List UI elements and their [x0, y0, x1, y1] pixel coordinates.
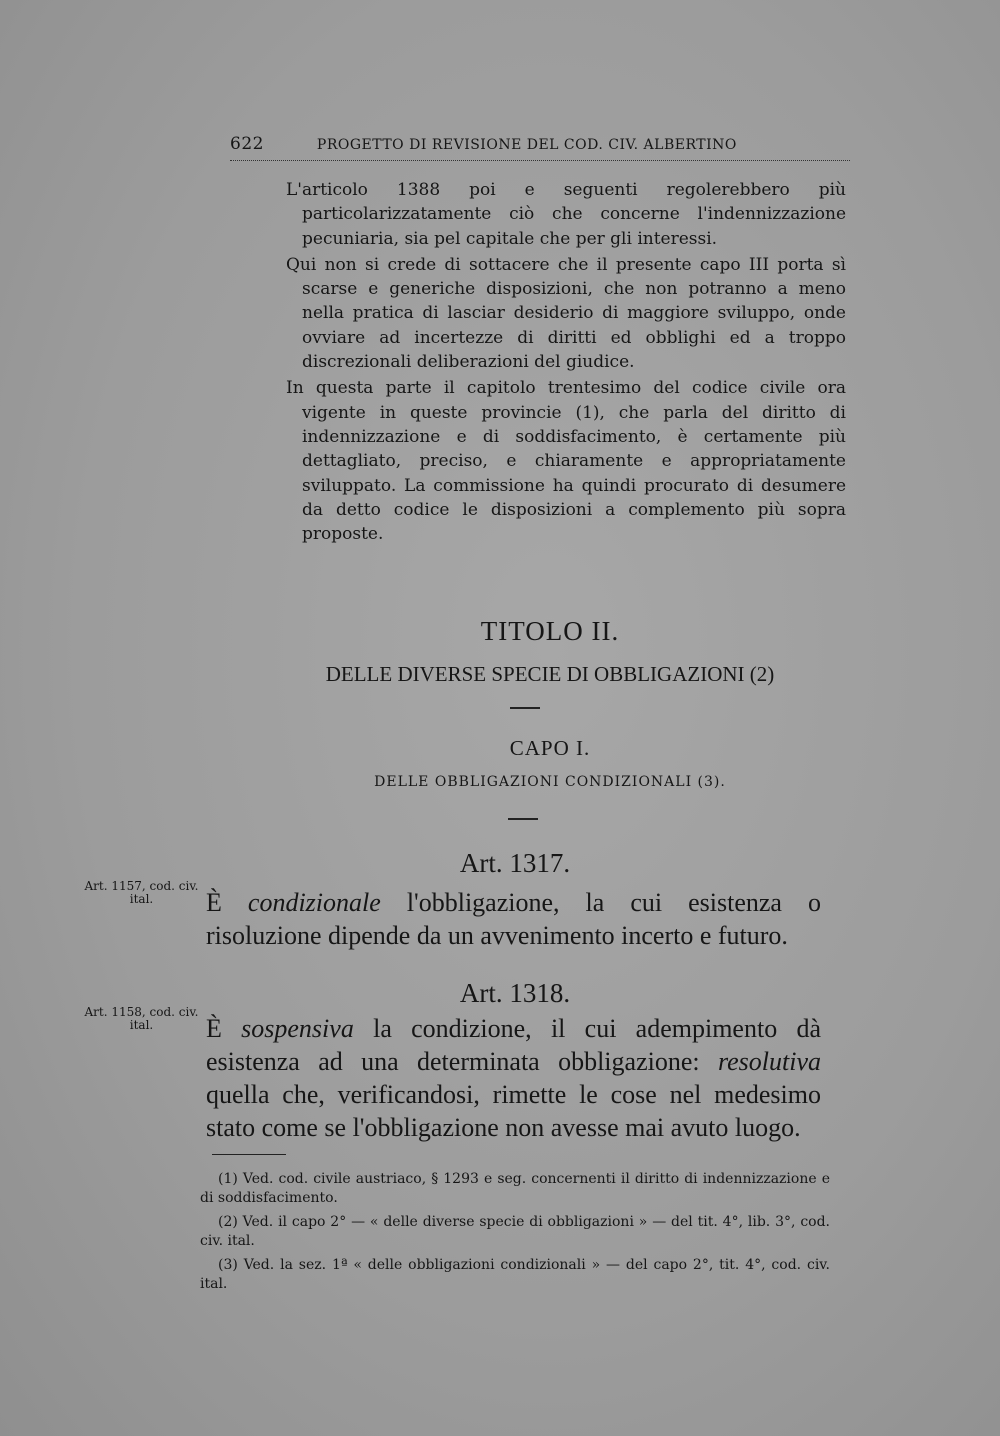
article-body: quella che, verificandosi, rimette le cose nel medesimo stato come se l'obbligazione non avesse mai avuto luogo. — [206, 1080, 821, 1142]
article-heading: Art. 1318. — [459, 978, 571, 1008]
article-term: resolutiva — [717, 1047, 822, 1076]
article-heading: Art. 1317. — [459, 848, 571, 878]
running-title: PROGETTO DI REVISIONE DEL COD. CIV. ALBERTINO — [316, 137, 737, 153]
footnote: (3) Ved. la sez. 1ª « delle obbligazioni condizionali » — del capo 2°, tit. 4°, cod. civ. ital. — [200, 1257, 830, 1292]
margin-note: Art. 1158, cod. civ. ital. — [84, 1005, 199, 1032]
divider — [510, 707, 540, 709]
article-term: condizionale — [247, 888, 381, 917]
running-header — [230, 134, 850, 161]
margin-note: Art. 1157, cod. civ. ital. — [84, 879, 199, 906]
divider — [508, 818, 538, 820]
footnotes — [200, 1170, 830, 1299]
titolo-heading: TITOLO II. — [480, 616, 620, 646]
intro-paragraph: Qui non si crede di sottacere che il presente capo III porta sì scarse e generiche disposizioni, che non potranno a meno nella pratica di lasciar desiderio di maggiore sviluppo, onde ovviare ad incertezze di diritti ed obblighi ed a troppo discrezionali deliberazioni del giudice. — [286, 254, 846, 373]
article-text — [206, 1012, 821, 1144]
titolo-subtitle: DELLE DIVERSE SPECIE DI OBBLIGAZIONI (2) — [325, 662, 775, 686]
page-number: 622 — [230, 134, 264, 154]
capo-heading: CAPO I. — [509, 736, 591, 760]
article-body: la condizione, il cui adempimento dà esistenza ad una determinata obbligazione: — [206, 1014, 821, 1076]
article-term: sospensiva — [241, 1014, 354, 1043]
article-lead: È — [206, 888, 222, 917]
intro-text — [286, 178, 846, 548]
footnote-rule — [212, 1154, 286, 1155]
intro-paragraph: L'articolo 1388 poi e seguenti regolerebbero più particolarizzatamente ciò che concerne l'indennizzazione pecuniaria, sia pel capitale che per gli interessi. — [286, 180, 846, 249]
article-lead: È — [206, 1014, 222, 1043]
article-text — [206, 886, 821, 952]
intro-paragraph: In questa parte il capitolo trentesimo del codice civile ora vigente in queste provincie (1), che parla del diritto di indennizzazione e di soddisfacimento, è certamente più dettagliato, preciso, e chiaramente e appropriatamente sviluppato. La commissione ha quindi procurato di desumere da detto codice le disposizioni a complemento più sopra proposte. — [286, 378, 846, 545]
footnote: (2) Ved. il capo 2° — « delle diverse specie di obbligazioni » — del tit. 4°, lib. 3°, cod. civ. ital. — [200, 1214, 830, 1249]
footnote: (1) Ved. cod. civile austriaco, § 1293 e seg. concernenti il diritto di indennizzazione e di soddisfacimento. — [200, 1171, 830, 1206]
article-body: l'obbligazione, la cui esistenza o risoluzione dipende da un avvenimento incerto e futuro. — [206, 888, 822, 950]
capo-subtitle: DELLE OBBLIGAZIONI CONDIZIONALI (3). — [374, 774, 726, 790]
